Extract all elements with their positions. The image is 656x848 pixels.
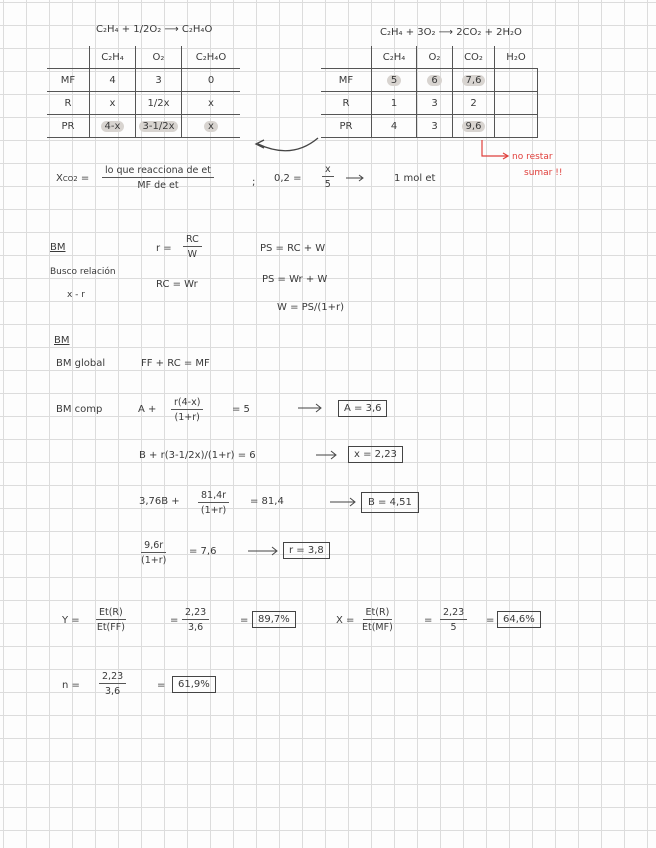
selectivity-fraction	[99, 670, 126, 698]
reaction-equation-2: C₂H₄ + 3O₂ ⟶ 2CO₂ + 2H₂O	[380, 27, 522, 38]
table1-cell: x	[90, 92, 136, 115]
eq3-fraction	[198, 489, 229, 517]
selectivity-equals: =	[157, 680, 166, 691]
eq4-fraction	[141, 539, 166, 567]
eq4-right: = 7,6	[189, 546, 217, 557]
separator: ;	[252, 177, 256, 188]
table1-row-label: R	[64, 97, 72, 109]
eq1-left: A +	[138, 404, 157, 415]
table1-cell: 1/2x	[136, 92, 182, 115]
conversion-numerator-2: 2,23	[440, 606, 467, 620]
table1-cell: 3	[136, 69, 182, 92]
ps-equation-1: PS = RC + W	[260, 243, 326, 254]
table2-cell: 3	[417, 92, 453, 115]
x-denominator: 5	[324, 179, 331, 190]
table2-header: C₂H₄	[372, 46, 417, 69]
eq1-denominator: (1+r)	[174, 412, 200, 423]
yield-fraction-2	[182, 606, 209, 634]
result-box-x: x = 2,23	[348, 446, 403, 463]
selectivity-numerator: 2,23	[99, 670, 126, 684]
table1-cell: 4-x	[101, 121, 125, 132]
eq3-numerator: 81,4r	[198, 489, 229, 503]
selectivity-lhs: n =	[62, 680, 80, 691]
table1-cell: 3-1/2x	[139, 121, 179, 132]
ps-equation-2: PS = Wr + W	[262, 274, 328, 285]
yield-numerator-2: 2,23	[182, 606, 209, 620]
x-fraction	[322, 163, 334, 191]
conversion-fraction-2	[440, 606, 467, 634]
table2-header: O₂	[417, 46, 453, 69]
eq1-right: = 5	[232, 404, 250, 415]
eq1-fraction	[171, 396, 203, 424]
table1-cell: x	[204, 121, 218, 132]
w-equation: W = PS/(1+r)	[277, 302, 345, 313]
yield-numerator-1: Et(R)	[96, 606, 126, 620]
xco2-lhs: XCO2 =	[56, 173, 90, 184]
result-box-b: B = 4,51	[361, 492, 419, 513]
eq2: B + r(3-1/2x)/(1+r) = 6	[139, 450, 256, 461]
table1-cell: 0	[182, 69, 241, 92]
table1-row-label: MF	[47, 69, 90, 92]
conversion-denominator-2: 5	[450, 622, 457, 633]
x-numerator: x	[322, 163, 334, 177]
busco-relacion: Busco relación	[50, 267, 116, 277]
conversion-denominator-1: Et(MF)	[362, 622, 393, 633]
table2-cell: 6	[427, 75, 441, 86]
table1-header: C₂H₄	[90, 46, 136, 69]
eq3-left: 3,76B +	[139, 496, 180, 507]
table2-header: CO₂	[453, 46, 495, 69]
table2-cell: 5	[387, 75, 401, 86]
table2-cell: 4	[372, 115, 417, 138]
table1-cell: 4	[90, 69, 136, 92]
xco2-denominator: MF de et	[137, 180, 179, 191]
conversion-numerator-1: Et(R)	[363, 606, 393, 620]
result-box-selectivity: 61,9%	[172, 676, 216, 693]
table1-cell: x	[182, 92, 241, 115]
table2-header: H₂O	[495, 46, 538, 69]
eq1-numerator: r(4-x)	[171, 396, 203, 410]
note-line-2: sumar !!	[524, 168, 563, 178]
x-equation-lhs: 0,2 =	[274, 173, 302, 184]
yield-equals-2: =	[240, 615, 249, 626]
result-box-r: r = 3,8	[283, 542, 330, 559]
rc-equation: RC = Wr	[156, 279, 198, 290]
r-lhs: r =	[156, 243, 172, 254]
conversion-fraction-1	[362, 606, 393, 634]
table2-cell: 2	[453, 92, 495, 115]
yield-denominator-2: 3,6	[188, 622, 204, 633]
yield-equals-1: =	[170, 615, 179, 626]
conversion-lhs: X =	[336, 615, 355, 626]
selectivity-denominator: 3,6	[105, 686, 121, 697]
table1-header: O₂	[136, 46, 182, 69]
eq4-numerator: 9,6r	[141, 539, 166, 553]
xco2-fraction	[102, 164, 214, 192]
table1-row-label: PR	[61, 120, 75, 132]
table2-row-label: R	[342, 97, 350, 109]
result-box-a: A = 3,6	[338, 400, 387, 417]
reaction-equation-1: C₂H₄ + 1/2O₂ ⟶ C₂H₄O	[96, 24, 213, 35]
eq3-denominator: (1+r)	[200, 505, 227, 516]
x-r-label: x - r	[67, 290, 85, 300]
yield-denominator-1: Et(FF)	[96, 622, 125, 633]
r-fraction	[183, 233, 202, 261]
table2-cell: 3	[417, 115, 453, 138]
bm-global-label: BM global	[56, 358, 106, 369]
bm-global-equation: FF + RC = MF	[141, 358, 210, 369]
eq3-right: = 81,4	[250, 496, 284, 507]
r-numerator: RC	[183, 233, 202, 247]
eq4-denominator: (1+r)	[141, 555, 167, 566]
bm-heading-1: BM	[50, 242, 66, 253]
conversion-equals-1: =	[424, 615, 433, 626]
bm-comp-label: BM comp	[56, 404, 103, 415]
table2-row-label: MF	[321, 69, 372, 92]
bm-heading-2: BM	[54, 335, 70, 346]
table1-header: C₂H₄O	[182, 46, 241, 69]
table2-cell: 7,6	[462, 75, 486, 86]
yield-lhs: Y =	[62, 615, 80, 626]
note-line-1: no restar	[512, 152, 553, 162]
result-box-yield: 89,7%	[252, 611, 296, 628]
yield-fraction-1	[96, 606, 126, 634]
xco2-result: 1 mol et	[394, 173, 436, 184]
table2-cell: 1	[372, 92, 417, 115]
xco2-numerator: lo que reacciona de et	[102, 164, 214, 178]
result-box-conversion: 64,6%	[497, 611, 541, 628]
table2-cell: 9,6	[462, 121, 486, 132]
r-denominator: W	[187, 249, 198, 260]
conversion-equals-2: =	[486, 615, 495, 626]
table2-row-label: PR	[339, 120, 353, 132]
